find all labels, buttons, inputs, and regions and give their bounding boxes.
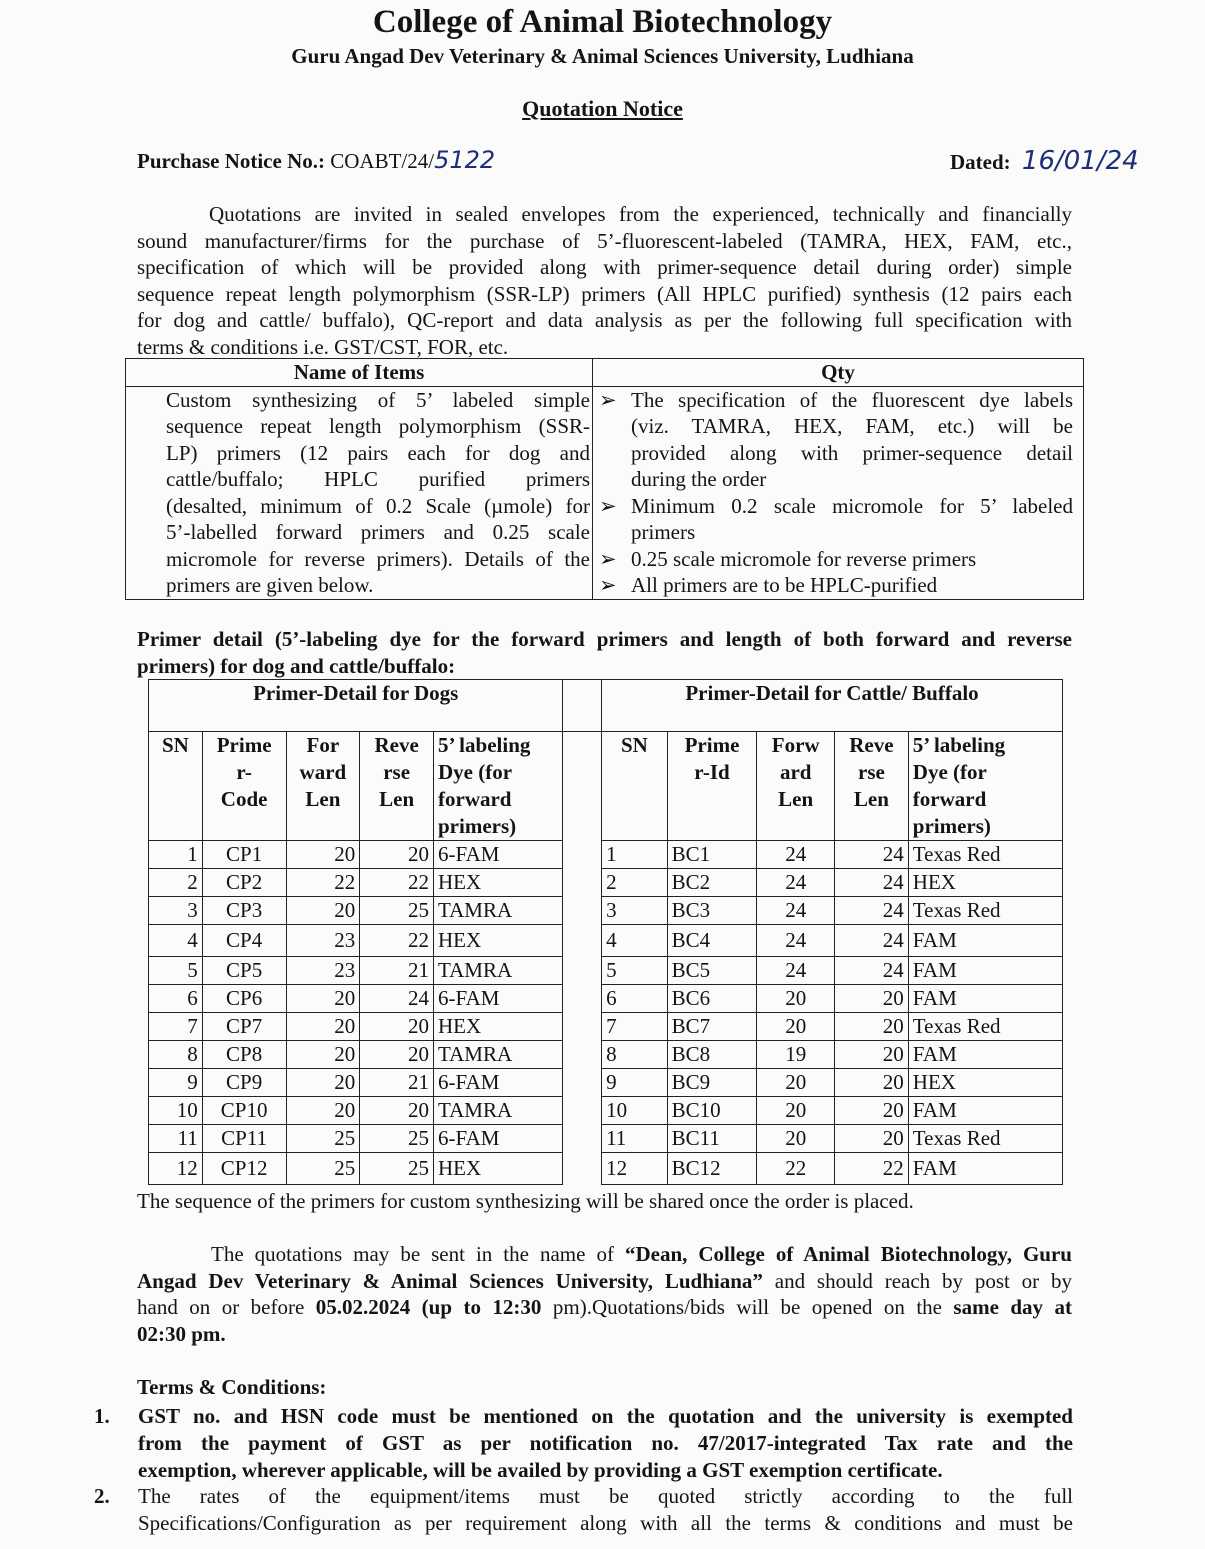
- term-line: exemption, wherever applicable, will be availed by providing a GST exemption certificate.: [138, 1458, 943, 1482]
- qty-bullet: [593, 572, 1073, 599]
- cattle-cell: 24: [757, 897, 835, 925]
- dog-cell: 20: [360, 1097, 434, 1125]
- cattle-cell: 9: [602, 1069, 668, 1097]
- purchase-notice-line: [137, 146, 495, 174]
- primer-row: [149, 1097, 1063, 1125]
- sequence-note: The sequence of the primers for custom synthesizing will be shared once the order is placed.: [137, 1189, 914, 1213]
- intro-line: specification of which will be provided along with primer-sequence detail during order) simple: [137, 255, 1072, 279]
- items-qty-cell: [593, 386, 1084, 599]
- cattle-header-cell: [757, 732, 835, 841]
- dog-cell: 10: [149, 1097, 203, 1125]
- dog-cell: 1: [149, 841, 203, 869]
- dog-cell: 22: [286, 869, 360, 897]
- primer-row: [149, 897, 1063, 925]
- cattle-cell: BC12: [667, 1153, 757, 1185]
- cattle-cell: 20: [757, 1013, 835, 1041]
- notice-title: Quotation Notice: [522, 96, 683, 121]
- cattle-header-cell: [835, 732, 909, 841]
- cattle-header-cell: [908, 732, 1062, 841]
- cattle-cell: 20: [757, 985, 835, 1013]
- cattle-cell: 12: [602, 1153, 668, 1185]
- terms-title: Terms & Conditions:: [137, 1375, 327, 1399]
- header-line: Dye (for: [438, 760, 513, 784]
- arrow-bullet-icon: ➢: [599, 387, 617, 412]
- qty-line: 0.25 scale micromole for reverse primers: [631, 546, 977, 571]
- primer-row: [149, 985, 1063, 1013]
- qty-bullet: [593, 493, 1073, 546]
- header-line: Dye (for: [912, 760, 987, 784]
- cattle-cell: 3: [602, 897, 668, 925]
- header-line: 5’ labeling: [912, 733, 1006, 757]
- dog-header-cell: [434, 732, 563, 841]
- qty-line: primers: [631, 520, 696, 544]
- dog-cell: 21: [360, 1069, 434, 1097]
- item-desc-line: (desalted, minimum of 0.2 Scale (µmole) for: [166, 493, 590, 518]
- dog-cell: 6-FAM: [434, 985, 563, 1013]
- header-line: r-Id: [694, 760, 730, 784]
- cattle-cell: Texas Red: [908, 1013, 1062, 1041]
- college-name: College of Animal Biotechnology: [372, 4, 833, 40]
- items-name-cell: [126, 386, 593, 599]
- qty-bullet: [593, 546, 1073, 573]
- dog-cell: TAMRA: [434, 897, 563, 925]
- header-line: primers): [912, 814, 991, 838]
- arrow-bullet-icon: ➢: [599, 493, 617, 518]
- qty-bullet: [593, 387, 1073, 493]
- cattle-cell: 24: [835, 841, 909, 869]
- dog-cell: 6-FAM: [434, 1125, 563, 1153]
- primer-row: [149, 1125, 1063, 1153]
- primer-row: [149, 925, 1063, 957]
- item-desc-line: micromole for reverse primers). Details of the: [166, 546, 590, 571]
- dog-cell: CP7: [202, 1013, 286, 1041]
- cattle-cell: BC9: [667, 1069, 757, 1097]
- dog-cell: 20: [286, 985, 360, 1013]
- arrow-bullet-icon: ➢: [599, 546, 617, 571]
- dog-cell: 25: [286, 1153, 360, 1185]
- intro-line: sequence repeat length polymorphism (SSR-LP) primers (All HPLC purified) synthesis (12 pairs each: [137, 281, 1072, 306]
- dog-cell: 2: [149, 869, 203, 897]
- dog-header-cell: [149, 732, 203, 841]
- cattle-cell: FAM: [908, 957, 1062, 985]
- item-desc-line: primers are given below.: [166, 573, 374, 597]
- intro-line: terms & conditions i.e. GST/CST, FOR, etc.: [137, 334, 509, 359]
- cattle-cell: FAM: [908, 985, 1062, 1013]
- cattle-cell: 4: [602, 925, 668, 957]
- primer-row: [149, 1153, 1063, 1185]
- intro-paragraph: [137, 201, 1072, 360]
- cattle-cell: BC8: [667, 1041, 757, 1069]
- cattle-cell: 5: [602, 957, 668, 985]
- cattle-cell: 8: [602, 1041, 668, 1069]
- dog-cell: CP4: [202, 925, 286, 957]
- dog-cell: 5: [149, 957, 203, 985]
- cattle-cell: BC5: [667, 957, 757, 985]
- term-line: from the payment of GST as per notification no. 47/2017-integrated Tax rate and the: [138, 1431, 1073, 1455]
- cattle-cell: 24: [757, 841, 835, 869]
- dog-header-cell: [360, 732, 434, 841]
- dog-cell: 20: [286, 1097, 360, 1125]
- items-col-qty: Qty: [593, 359, 1084, 387]
- dog-header-cell: [202, 732, 286, 841]
- primer-title-row: [149, 680, 1063, 732]
- submission-line: [137, 1241, 1072, 1268]
- submission-paragraph: [137, 1241, 1072, 1347]
- dog-cell: 20: [286, 1069, 360, 1097]
- cattle-cell: FAM: [908, 1041, 1062, 1069]
- dog-cell: 25: [360, 1125, 434, 1153]
- dog-cell: 23: [286, 957, 360, 985]
- qty-line: during the order: [631, 467, 767, 491]
- purchase-notice-label: Purchase Notice No.:: [137, 149, 325, 173]
- dog-cell: 23: [286, 925, 360, 957]
- purchase-notice-number: 5122: [434, 146, 496, 174]
- opening-text: same day at: [953, 1295, 1072, 1319]
- dog-cell: CP1: [202, 841, 286, 869]
- cattle-cell: 2: [602, 869, 668, 897]
- qty-line: provided along with primer-sequence detail: [631, 440, 1073, 465]
- dog-cell: CP12: [202, 1153, 286, 1185]
- header-line: primers): [438, 814, 517, 838]
- dog-cell: 4: [149, 925, 203, 957]
- cattle-cell: 20: [757, 1097, 835, 1125]
- dog-cell: 22: [360, 869, 434, 897]
- header-line: SN: [161, 733, 189, 757]
- item-desc-line: Custom synthesizing of 5’ labeled simple: [166, 387, 590, 412]
- term-line: GST no. and HSN code must be mentioned on the quotation and the university is exempted: [138, 1404, 1073, 1428]
- dog-cell: 20: [360, 1041, 434, 1069]
- dog-cell: HEX: [434, 925, 563, 957]
- cattle-cell: HEX: [908, 869, 1062, 897]
- submission-text: pm).Quotations/bids will be opened on the: [541, 1295, 954, 1319]
- cattle-cell: 24: [835, 869, 909, 897]
- dog-cell: 12: [149, 1153, 203, 1185]
- cattle-cell: Texas Red: [908, 897, 1062, 925]
- dated-label: Dated:: [950, 150, 1011, 174]
- cattle-header-cell: [667, 732, 757, 841]
- cattle-cell: 20: [757, 1125, 835, 1153]
- addressee-text: Angad Dev Veterinary & Animal Sciences University, Ludhiana”: [137, 1268, 763, 1293]
- dog-cell: 20: [286, 841, 360, 869]
- dog-cell: CP3: [202, 897, 286, 925]
- dog-cell: CP6: [202, 985, 286, 1013]
- cattle-cell: BC6: [667, 985, 757, 1013]
- cattle-cell: 20: [757, 1069, 835, 1097]
- primer-row: [149, 957, 1063, 985]
- dog-cell: 6-FAM: [434, 1069, 563, 1097]
- cattle-cell: BC4: [667, 925, 757, 957]
- intro-line: for dog and cattle/ buffalo), QC-report and data analysis as per the following full specification with: [137, 308, 1072, 332]
- term-number: 1.: [94, 1404, 110, 1428]
- header-line: rse: [383, 760, 411, 784]
- header-line: 5’ labeling: [438, 733, 531, 757]
- cattle-cell: BC7: [667, 1013, 757, 1041]
- intro-line: Quotations are invited in sealed envelopes from the experienced, technically and financially: [209, 202, 1072, 226]
- cattle-cell: 24: [835, 897, 909, 925]
- dog-cell: HEX: [434, 1013, 563, 1041]
- dog-cell: 25: [360, 1153, 434, 1185]
- dog-cell: 8: [149, 1041, 203, 1069]
- university-name: Guru Angad Dev Veterinary & Animal Sciences University, Ludhiana: [291, 44, 914, 68]
- dog-cell: 6-FAM: [434, 841, 563, 869]
- header-line: forward: [438, 787, 512, 811]
- dog-cell: 20: [286, 1041, 360, 1069]
- cattle-cell: 19: [757, 1041, 835, 1069]
- cattle-cell: BC2: [667, 869, 757, 897]
- cattle-cell: 22: [757, 1153, 835, 1185]
- cattle-cell: 20: [835, 1125, 909, 1153]
- cattle-cell: 20: [835, 1069, 909, 1097]
- primer-row: [149, 1041, 1063, 1069]
- primer-row: [149, 1013, 1063, 1041]
- purchase-notice-prefix: COABT/24/: [330, 149, 435, 173]
- cattle-cell: BC11: [667, 1125, 757, 1153]
- header-line: forward: [912, 787, 987, 811]
- header-line: Reve: [374, 733, 419, 757]
- submission-text: hand on or before: [137, 1295, 316, 1319]
- items-table: [125, 358, 1084, 600]
- submission-text: and should reach by post or by: [762, 1268, 1072, 1293]
- cattle-cell: 1: [602, 841, 668, 869]
- dog-cell: 11: [149, 1125, 203, 1153]
- cattle-cell: 24: [757, 957, 835, 985]
- primer-heading: [137, 626, 1072, 679]
- dog-cell: CP10: [202, 1097, 286, 1125]
- submission-line: [137, 1268, 1072, 1295]
- header-line: ward: [299, 760, 347, 784]
- cattle-cell: BC1: [667, 841, 757, 869]
- dog-cell: TAMRA: [434, 1097, 563, 1125]
- primer-header-row: [149, 732, 1063, 841]
- cattle-cell: Texas Red: [908, 841, 1062, 869]
- cattle-cell: Texas Red: [908, 1125, 1062, 1153]
- header-line: Len: [305, 787, 341, 811]
- header-line: Prime: [684, 733, 740, 757]
- cattle-cell: 24: [757, 925, 835, 957]
- item-desc-line: sequence repeat length polymorphism (SSR-: [166, 414, 590, 438]
- header-line: rse: [858, 760, 885, 784]
- dog-cell: 24: [360, 985, 434, 1013]
- cattle-cell: 22: [835, 1153, 909, 1185]
- dogs-title: Primer-Detail for Dogs: [149, 680, 563, 732]
- item-desc-line: 5’-labelled forward primers and 0.25 scale: [166, 520, 590, 544]
- qty-line: All primers are to be HPLC-purified: [631, 573, 938, 597]
- dog-cell: CP8: [202, 1041, 286, 1069]
- cattle-cell: 20: [835, 1041, 909, 1069]
- dog-cell: 9: [149, 1069, 203, 1097]
- items-col-name: Name of Items: [126, 359, 593, 387]
- dog-cell: 25: [286, 1125, 360, 1153]
- dog-cell: CP9: [202, 1069, 286, 1097]
- cattle-cell: 11: [602, 1125, 668, 1153]
- dog-cell: 6: [149, 985, 203, 1013]
- dog-cell: TAMRA: [434, 957, 563, 985]
- term-number: 2.: [94, 1484, 110, 1508]
- cattle-cell: FAM: [908, 1097, 1062, 1125]
- addressee-text: “Dean, College of Animal Biotechnology, Guru: [624, 1242, 1072, 1266]
- submission-text: The quotations may be sent in the name of: [211, 1242, 625, 1266]
- header-line: r-: [236, 760, 252, 784]
- dated-line: [950, 146, 1139, 176]
- header-line: SN: [620, 733, 648, 757]
- primer-heading-line: primers) for dog and cattle/buffalo:: [137, 653, 456, 678]
- header-line: ard: [779, 760, 812, 784]
- intro-line: sound manufacturer/firms for the purchase of 5’-fluorescent-labeled (TAMRA, HEX, FAM, etc.,: [137, 228, 1072, 253]
- header-line: Reve: [849, 733, 894, 757]
- dated-value: 16/01/24: [1021, 146, 1139, 176]
- dog-cell: 20: [360, 1013, 434, 1041]
- dog-cell: HEX: [434, 1153, 563, 1185]
- submission-line: [137, 1294, 1072, 1321]
- cattle-cell: 24: [835, 925, 909, 957]
- header-line: Forw: [771, 733, 820, 757]
- cattle-cell: FAM: [908, 1153, 1062, 1185]
- dog-cell: HEX: [434, 869, 563, 897]
- cattle-cell: 20: [835, 1013, 909, 1041]
- item-desc-line: LP) primers (12 pairs each for dog and: [166, 440, 590, 465]
- dog-cell: 20: [360, 841, 434, 869]
- dog-cell: 7: [149, 1013, 203, 1041]
- cattle-title: Primer-Detail for Cattle/ Buffalo: [602, 680, 1063, 732]
- dog-cell: 25: [360, 897, 434, 925]
- dog-cell: TAMRA: [434, 1041, 563, 1069]
- term-line: The rates of the equipment/items must be quoted strictly according to the full: [138, 1484, 1073, 1508]
- header-line: Prime: [216, 733, 272, 757]
- qty-line: Minimum 0.2 scale micromole for 5’ labeled: [631, 493, 1073, 518]
- primer-table: [148, 679, 1063, 1185]
- dog-cell: CP5: [202, 957, 286, 985]
- qty-line: The specification of the fluorescent dye labels: [631, 387, 1073, 412]
- item-desc-line: cattle/buffalo; HPLC purified primers: [166, 467, 590, 491]
- dog-cell: 20: [286, 1013, 360, 1041]
- primer-row: [149, 1069, 1063, 1097]
- cattle-cell: 6: [602, 985, 668, 1013]
- dog-cell: 21: [360, 957, 434, 985]
- cattle-cell: BC3: [667, 897, 757, 925]
- cattle-cell: BC10: [667, 1097, 757, 1125]
- primer-heading-line: Primer detail (5’-labeling dye for the forward primers and length of both forward and reverse: [137, 627, 1072, 651]
- cattle-cell: 20: [835, 985, 909, 1013]
- cattle-cell: 10: [602, 1097, 668, 1125]
- cattle-header-cell: [602, 732, 668, 841]
- cattle-cell: 20: [835, 1097, 909, 1125]
- cattle-cell: HEX: [908, 1069, 1062, 1097]
- deadline-text: 05.02.2024 (up to 12:30: [315, 1295, 542, 1319]
- dog-cell: 22: [360, 925, 434, 957]
- header-line: Len: [778, 787, 814, 811]
- primer-row: [149, 869, 1063, 897]
- header-line: Code: [220, 787, 268, 811]
- dog-cell: CP11: [202, 1125, 286, 1153]
- header-line: Len: [853, 787, 889, 811]
- primer-row: [149, 841, 1063, 869]
- opening-time: 02:30 pm.: [137, 1321, 226, 1346]
- header-line: For: [306, 733, 340, 757]
- header-line: Len: [379, 787, 415, 811]
- cattle-cell: 24: [757, 869, 835, 897]
- dog-cell: 20: [286, 897, 360, 925]
- dog-cell: CP2: [202, 869, 286, 897]
- cattle-cell: FAM: [908, 925, 1062, 957]
- dog-header-cell: [286, 732, 360, 841]
- term-line: Specifications/Configuration as per requirement along with all the terms & conditions and must be: [138, 1511, 1073, 1535]
- cattle-cell: 24: [835, 957, 909, 985]
- dog-cell: 3: [149, 897, 203, 925]
- arrow-bullet-icon: ➢: [599, 573, 617, 597]
- qty-line: (viz. TAMRA, HEX, FAM, etc.) will be: [631, 414, 1073, 438]
- cattle-cell: 7: [602, 1013, 668, 1041]
